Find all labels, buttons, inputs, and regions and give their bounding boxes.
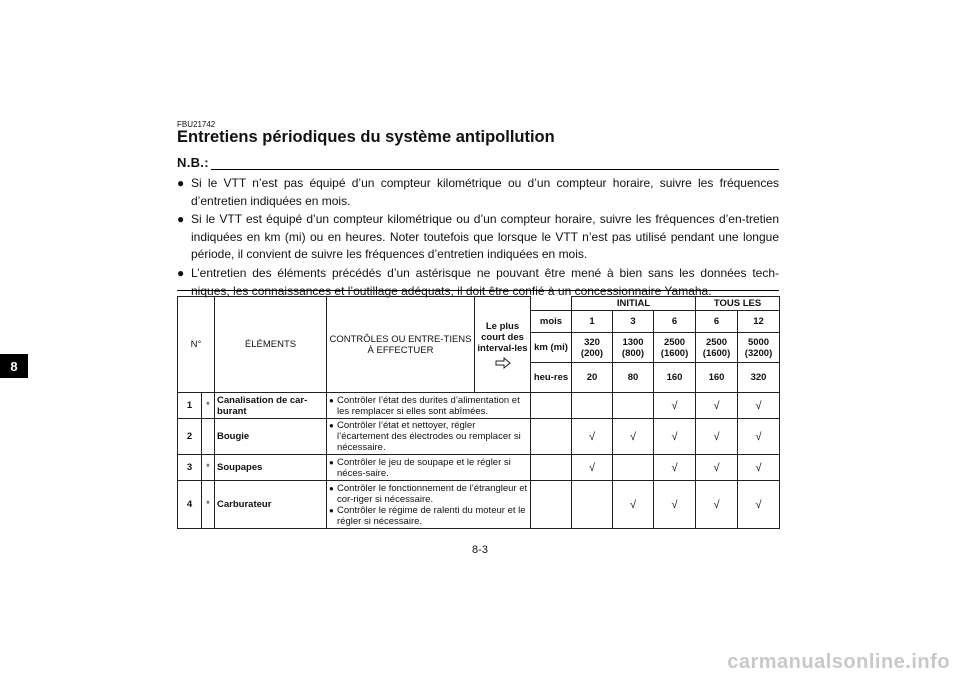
hours-cell: 160 (696, 363, 738, 393)
km-cell: 1300 (800) (613, 333, 654, 363)
note-text: Si le VTT est équipé d’un compteur kilométrique ou d’un compteur horaire, suivre les fréquences d’en-tretien indiquées en km (mi) ou en heures. Noter toutefois que lorsque le VTT n’est pas utilisé pendant une longue période, il convient de suivre les fréquences d’entretien indiquées en mois. (191, 212, 779, 262)
row-controls (327, 419, 531, 455)
control-item: ● Contrôler l’état des durites d’alimentation et les remplacer si elles sont abîmées. (329, 394, 520, 417)
maintenance-table (177, 296, 780, 529)
km-cell: 2500 (1600) (654, 333, 696, 363)
bullet-icon: ● (177, 176, 185, 190)
note-text: L’entretien des éléments précédés d’un astérisque ne pouvant être mené à bien sans les données tech-niques, les connaissances et l’outillage adéquats, il doit être confié à un concessionnaire Yamaha. (191, 265, 779, 298)
table-row (178, 393, 780, 419)
header-controls: CONTRÔLES OU ENTRE-TIENS À EFFECTUER (327, 297, 475, 393)
asterisk-marker (202, 419, 215, 455)
km-cell: 2500 (1600) (696, 333, 738, 363)
asterisk-marker: * (202, 481, 215, 529)
label-months: mois (531, 311, 572, 333)
months-cell: 12 (738, 311, 780, 333)
hours-cell: 160 (654, 363, 696, 393)
note-list (177, 175, 779, 301)
bullet-icon: ● (177, 265, 185, 280)
months-cell: 6 (654, 311, 696, 333)
check-cell (613, 393, 654, 419)
doc-code: FBU21742 (177, 120, 216, 129)
header-interval-label: Le plus court des interval-les (477, 320, 528, 354)
months-cell: 1 (572, 311, 613, 333)
check-cell (613, 455, 654, 481)
note-header (177, 153, 779, 171)
row-controls (327, 481, 531, 529)
control-item: ● Contrôler le jeu de soupape et le régler si néces-saire. (329, 456, 511, 479)
check-cell: √ (738, 455, 780, 481)
row-number: 2 (178, 419, 202, 455)
asterisk-marker: * (202, 455, 215, 481)
label-km: km (mi) (531, 333, 572, 363)
check-cell: √ (696, 419, 738, 455)
header-elements: ÉLÉMENTS (215, 297, 327, 393)
check-cell: √ (738, 419, 780, 455)
note-divider (211, 169, 779, 170)
table-row (178, 481, 780, 529)
hours-cell: 320 (738, 363, 780, 393)
note-item (177, 175, 779, 210)
months-cell: 6 (696, 311, 738, 333)
row-number: 3 (178, 455, 202, 481)
arrow-right-icon (495, 357, 511, 369)
check-cell: √ (738, 393, 780, 419)
note-item (177, 265, 779, 300)
check-cell: √ (696, 393, 738, 419)
row-controls (327, 455, 531, 481)
check-cell: √ (654, 419, 696, 455)
check-cell: √ (572, 419, 613, 455)
page-number: 8-3 (472, 544, 488, 556)
row-number: 1 (178, 393, 202, 419)
km-cell: 320 (200) (572, 333, 613, 363)
check-cell: √ (613, 419, 654, 455)
check-cell: √ (654, 455, 696, 481)
check-cell: √ (572, 455, 613, 481)
note-end-divider (177, 290, 779, 291)
check-cell: √ (696, 481, 738, 529)
header-every: TOUS LES (696, 297, 780, 311)
header-number: N° (178, 297, 215, 393)
hours-cell: 20 (572, 363, 613, 393)
check-cell (531, 419, 572, 455)
row-number: 4 (178, 481, 202, 529)
check-cell: √ (654, 393, 696, 419)
check-cell (531, 393, 572, 419)
row-controls (327, 393, 531, 419)
table-row (178, 419, 780, 455)
check-cell: √ (696, 455, 738, 481)
header-interval (475, 297, 531, 393)
control-item: ● Contrôler l’état et nettoyer, régler l’écartement des électrodes ou remplacer si nécessaire. (329, 420, 521, 453)
bullet-icon: ● (177, 212, 185, 227)
row-item: Bougie (215, 419, 327, 455)
check-cell (531, 455, 572, 481)
check-cell (531, 481, 572, 529)
note-item (177, 211, 779, 264)
row-item: Canalisation de car-burant (215, 393, 327, 419)
watermark: carmanualsonline.info (727, 651, 950, 673)
months-cell: 3 (613, 311, 654, 333)
note-text: Si le VTT n’est pas équipé d’un compteur kilométrique ou d’un compteur horaire, suivre les fréquences d’entretien indiquées en mois. (191, 176, 779, 208)
check-cell: √ (654, 481, 696, 529)
section-tab: 8 (0, 354, 28, 378)
km-cell: 5000 (3200) (738, 333, 780, 363)
control-item: ● Contrôler le fonctionnement de l’étrangleur et cor-riger si nécessaire. (329, 482, 528, 505)
asterisk-marker: * (202, 393, 215, 419)
row-item: Soupapes (215, 455, 327, 481)
label-hours: heu-res (531, 363, 572, 393)
check-cell: √ (613, 481, 654, 529)
note-label: N.B.: (177, 155, 209, 170)
row-item: Carburateur (215, 481, 327, 529)
check-cell (572, 393, 613, 419)
page-title: Entretiens périodiques du système antipollution (177, 128, 555, 146)
hours-cell: 80 (613, 363, 654, 393)
control-item: ● Contrôler le régime de ralenti du moteur et le régler si nécessaire. (329, 504, 526, 527)
header-initial: INITIAL (572, 297, 696, 311)
check-cell: √ (738, 481, 780, 529)
table-row (178, 455, 780, 481)
check-cell (572, 481, 613, 529)
